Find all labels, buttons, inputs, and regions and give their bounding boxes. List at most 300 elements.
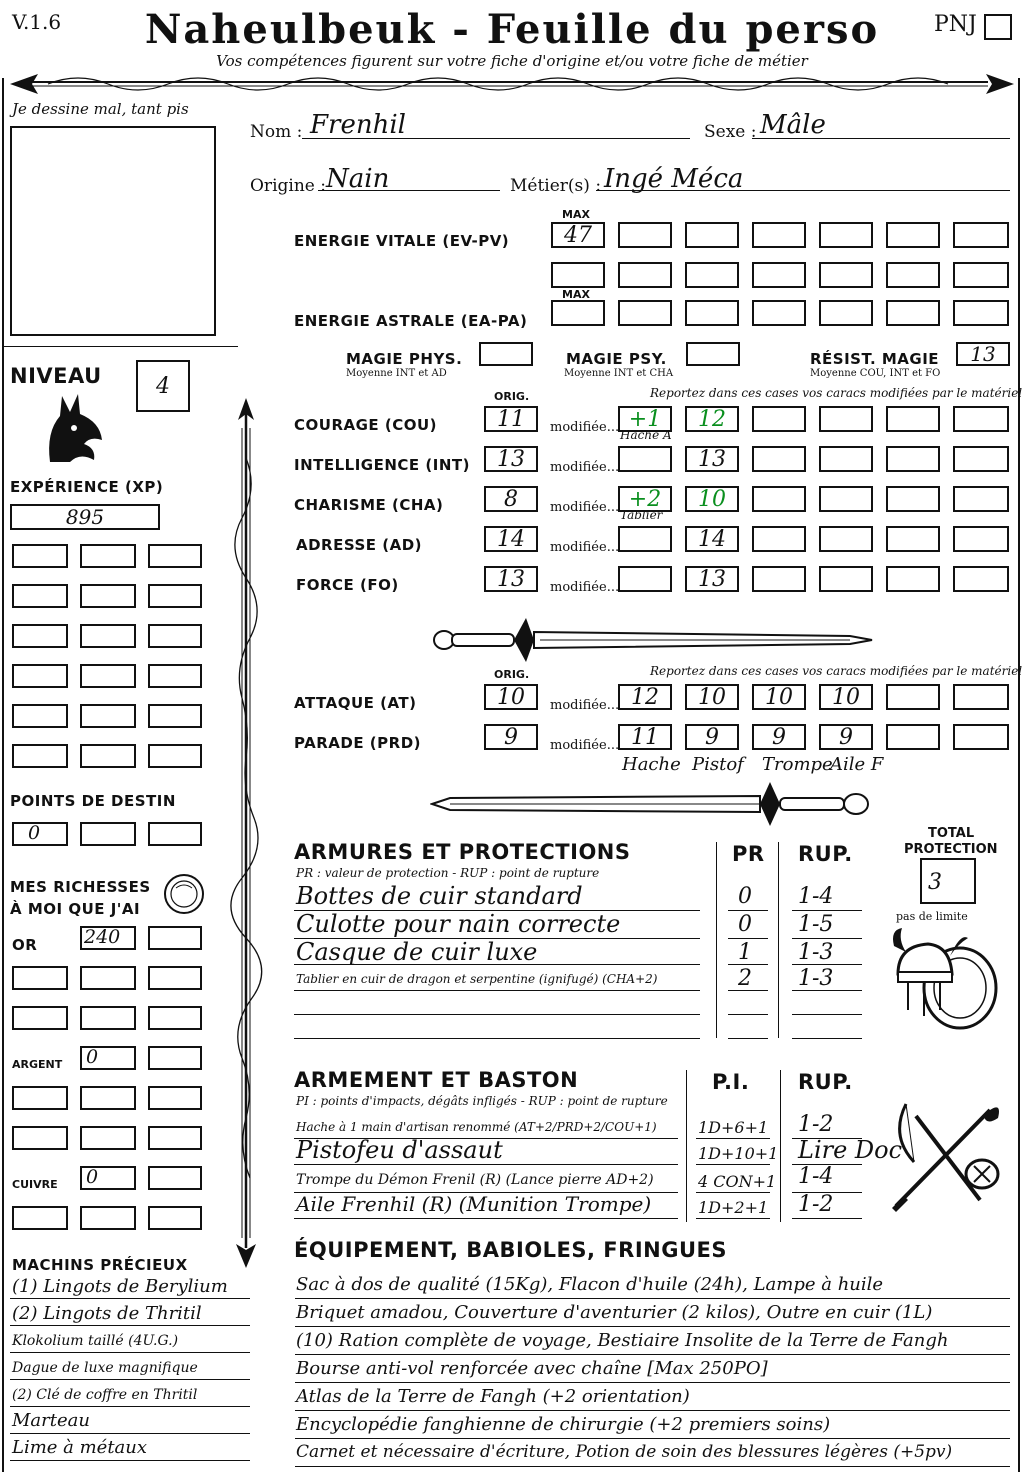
carac-orig-value: 8 (504, 486, 518, 512)
equipement-item: Briquet amadou, Couverture d'aventurier (2 kilos), Outre en cuir (1L) (296, 1302, 933, 1323)
xp-cell[interactable] (12, 664, 68, 688)
equipement-item: Bourse anti-vol renforcée avec chaîne [Max 250PO] (296, 1358, 768, 1379)
xp-cell[interactable] (80, 624, 136, 648)
equipement-line (295, 1298, 1010, 1299)
attaque-value: 10 (832, 684, 860, 710)
carac-final-value: 14 (698, 526, 726, 552)
armure-rup: 1-5 (798, 912, 834, 937)
argent-cell[interactable] (148, 1086, 202, 1110)
richesses-label: MES RICHESSES (10, 878, 151, 896)
carac-orig-box[interactable] (484, 446, 538, 472)
ea-max-box[interactable] (551, 300, 605, 326)
modif-label: modifiée... (550, 540, 620, 555)
carac-final-value: 13 (698, 566, 726, 592)
carac-cell[interactable] (819, 406, 873, 432)
equipement-item: Carnet et nécessaire d'écriture, Potion de soin des blessures légères (+5pv) (296, 1442, 953, 1462)
carac-label: INTELLIGENCE (INT) (294, 456, 470, 474)
parade-value-box[interactable] (752, 724, 806, 750)
or-cell[interactable] (148, 926, 202, 950)
armement-col-divider (780, 1070, 781, 1222)
helmet-shield-icon (888, 926, 1000, 1034)
armure-pr: 0 (738, 884, 752, 909)
arme-line (792, 1218, 862, 1219)
carac-final-value: 13 (698, 446, 726, 472)
machin-line (10, 1433, 250, 1434)
dragon-head-icon (40, 392, 106, 464)
origine-label: Origine : (250, 176, 326, 196)
carac-cell[interactable] (819, 566, 873, 592)
carac-final-box[interactable] (685, 406, 739, 432)
carac-bonus-value: +1 (628, 406, 662, 432)
carac-orig-box[interactable] (484, 486, 538, 512)
carac-cell[interactable] (886, 526, 940, 552)
armement-rup-label: RUP. (798, 1070, 853, 1094)
arme-rup: Lire Doc (798, 1136, 903, 1164)
argent-value: 0 (86, 1046, 99, 1068)
nom-line (302, 138, 690, 139)
machin-item: Klokolium taillé (4U.G.) (12, 1333, 179, 1349)
weapon-name: Pistof (692, 754, 744, 775)
parade-orig-value: 9 (504, 724, 518, 750)
xp-cell[interactable] (80, 544, 136, 568)
carac-final-box[interactable] (685, 566, 739, 592)
attaque-orig-value: 10 (497, 684, 525, 710)
machin-item: (2) Lingots de Thritil (12, 1303, 202, 1324)
machin-line (10, 1298, 250, 1299)
metier-line (596, 190, 1010, 191)
parade-cell[interactable] (886, 724, 940, 750)
ea-cell[interactable] (886, 300, 940, 326)
armure-name: Culotte pour nain correcte (296, 910, 621, 938)
crossed-weapons-icon (886, 1096, 1006, 1214)
or-cell[interactable] (12, 966, 68, 990)
carac-cell[interactable] (752, 486, 806, 512)
total-protection-note: pas de limite (896, 910, 968, 923)
modif-label: modifiée... (550, 698, 620, 713)
equipement-line (295, 1438, 1010, 1439)
arme-pi: 1D+10+1 (698, 1144, 779, 1163)
weapon-name: Trompe (762, 754, 833, 775)
origine-line (318, 190, 500, 191)
total-protection-label-2: PROTECTION (904, 842, 998, 857)
xp-cell[interactable] (12, 704, 68, 728)
or-label: OR (12, 936, 38, 954)
sword-icon (430, 612, 874, 668)
ev-max-box[interactable] (551, 222, 605, 248)
armement-sub: PI : points d'impacts, dégâts infligés - RUP : point de rupture (296, 1094, 668, 1108)
machins-label: MACHINS PRÉCIEUX (12, 1256, 188, 1274)
destin-cell[interactable] (148, 822, 202, 846)
origine-value[interactable]: Nain (326, 164, 390, 194)
machin-item: (1) Lingots de Berylium (12, 1276, 228, 1297)
armure-line (728, 938, 768, 939)
ev-cell[interactable] (551, 262, 605, 288)
argent-cell[interactable] (148, 1046, 202, 1070)
ev-cell[interactable] (886, 222, 940, 248)
arme-line (696, 1192, 770, 1193)
ea-cell[interactable] (752, 300, 806, 326)
ev-cell[interactable] (618, 262, 672, 288)
carac-cell[interactable] (752, 526, 806, 552)
machin-line (10, 1406, 250, 1407)
coin-icon (162, 872, 206, 916)
arme-name: Pistofeu d'assaut (296, 1136, 503, 1164)
parade-value: 9 (772, 724, 786, 750)
sexe-label: Sexe : (704, 122, 757, 142)
modif-label: modifiée... (550, 500, 620, 515)
armure-pr: 2 (738, 966, 752, 991)
carac-cell[interactable] (886, 486, 940, 512)
armure-rup: 1-4 (798, 884, 834, 909)
or-cell[interactable] (148, 966, 202, 990)
argent-cell[interactable] (80, 1126, 136, 1150)
orig-label: ORIG. (494, 390, 530, 403)
cuivre-label: CUIVRE (12, 1178, 58, 1191)
carac-final-value: 10 (698, 486, 726, 512)
argent-cell[interactable] (148, 1126, 202, 1150)
carac-label: FORCE (FO) (296, 576, 399, 594)
ev-cell[interactable] (752, 222, 806, 248)
xp-cell[interactable] (12, 584, 68, 608)
resist-magie-label: RÉSIST. MAGIE (810, 350, 940, 368)
resist-magie-value: 13 (970, 342, 996, 366)
armures-pr-label: PR (732, 842, 765, 866)
xp-cell[interactable] (80, 744, 136, 768)
or-cell[interactable] (80, 1006, 136, 1030)
carac-cell[interactable] (752, 406, 806, 432)
machin-item: Marteau (12, 1410, 90, 1431)
argent-label: ARGENT (12, 1058, 63, 1071)
carac-bonus-box[interactable] (618, 566, 672, 592)
argent-box[interactable] (80, 1046, 136, 1070)
or-value: 240 (84, 926, 121, 948)
ea-label: ENERGIE ASTRALE (EA-PA) (294, 312, 528, 330)
or-cell[interactable] (148, 1006, 202, 1030)
armure-line (728, 910, 768, 911)
combat-report-note: Reportez dans ces cases vos caracs modifiées par le matériel (650, 664, 1023, 678)
attaque-value-box[interactable] (685, 684, 739, 710)
carac-cell[interactable] (752, 446, 806, 472)
arme-rup: 1-2 (798, 1192, 834, 1217)
carac-cell[interactable] (819, 526, 873, 552)
parade-value-box[interactable] (618, 724, 672, 750)
carac-orig-value: 14 (497, 526, 525, 552)
ea-max-label: MAX (562, 288, 590, 301)
attaque-label: ATTAQUE (AT) (294, 694, 417, 712)
xp-cell[interactable] (148, 584, 202, 608)
arme-pi: 1D+6+1 (698, 1118, 769, 1137)
armure-line (728, 1014, 768, 1015)
carac-label: COURAGE (COU) (294, 416, 438, 434)
attaque-value-box[interactable] (618, 684, 672, 710)
arme-line (696, 1164, 770, 1165)
niveau-label: NIVEAU (10, 364, 102, 388)
experience-label: EXPÉRIENCE (XP) (10, 478, 164, 496)
armures-label: ARMURES ET PROTECTIONS (294, 840, 631, 864)
parade-value-box[interactable] (819, 724, 873, 750)
resist-magie-box[interactable] (956, 342, 1010, 366)
arme-rup: 1-4 (798, 1164, 834, 1189)
portrait-box[interactable] (10, 126, 216, 336)
carac-orig-value: 11 (497, 406, 525, 432)
ea-cell[interactable] (819, 300, 873, 326)
carac-final-value: 12 (698, 406, 726, 432)
destin-cell[interactable] (80, 822, 136, 846)
metier-value[interactable]: Ingé Méca (604, 164, 744, 194)
armure-pr: 1 (738, 940, 752, 965)
xp-cell[interactable] (80, 664, 136, 688)
weapon-name: Aile F (830, 754, 884, 775)
equipement-line (295, 1354, 1010, 1355)
carac-cell[interactable] (819, 486, 873, 512)
magie-psy-box[interactable] (686, 342, 740, 366)
ea-cell[interactable] (685, 300, 739, 326)
machin-line (10, 1352, 250, 1353)
xp-cell[interactable] (12, 544, 68, 568)
armure-name: Casque de cuir luxe (296, 938, 538, 966)
cuivre-box[interactable] (80, 1166, 136, 1190)
arme-line (294, 1218, 678, 1219)
resist-magie-sub: Moyenne COU, INT et FO (810, 368, 941, 379)
magie-phys-sub: Moyenne INT et AD (346, 368, 447, 379)
cuivre-cell[interactable] (148, 1166, 202, 1190)
parade-value: 9 (705, 724, 719, 750)
ev-cell[interactable] (685, 262, 739, 288)
attaque-orig-box[interactable] (484, 684, 538, 710)
arme-name: Aile Frenhil (R) (Munition Trompe) (296, 1192, 652, 1216)
magie-psy-sub: Moyenne INT et CHA (564, 368, 674, 379)
carac-cell[interactable] (752, 566, 806, 592)
magie-phys-box[interactable] (479, 342, 533, 366)
armure-line (728, 964, 768, 965)
attaque-value: 12 (631, 684, 659, 710)
xp-cell[interactable] (148, 624, 202, 648)
armure-line (728, 990, 768, 991)
cuivre-cell[interactable] (148, 1206, 202, 1230)
argent-cell[interactable] (12, 1086, 68, 1110)
destin-value: 0 (28, 822, 41, 844)
armement-pi-label: P.I. (712, 1070, 750, 1094)
armure-line (294, 990, 700, 991)
xp-cell[interactable] (148, 704, 202, 728)
parade-value: 9 (839, 724, 853, 750)
divider (4, 346, 238, 347)
magie-psy-label: MAGIE PSY. (566, 350, 667, 368)
ev-cell[interactable] (953, 222, 1009, 248)
armure-line (792, 938, 862, 939)
equipement-item: Sac à dos de qualité (15Kg), Flacon d'huile (24h), Lampe à huile (296, 1274, 884, 1295)
destin-label: POINTS DE DESTIN (10, 792, 176, 810)
sheet-subtitle: Vos compétences figurent sur votre fiche d'origine et/ou votre fiche de métier (216, 52, 808, 70)
carac-bonus-note: Tablier (620, 508, 663, 522)
xp-cell[interactable] (148, 744, 202, 768)
arme-name: Hache à 1 main d'artisan renommé (AT+2/PRD+2/COU+1) (296, 1120, 657, 1134)
sexe-value[interactable]: Mâle (760, 110, 826, 140)
parade-orig-box[interactable] (484, 724, 538, 750)
carac-bonus-box[interactable] (618, 526, 672, 552)
carac-orig-box[interactable] (484, 406, 538, 432)
arme-pi: 1D+2+1 (698, 1198, 769, 1217)
ev-cell[interactable] (819, 222, 873, 248)
armure-line (294, 964, 700, 965)
ev-cell[interactable] (752, 262, 806, 288)
equipement-item: Encyclopédie fanghienne de chirurgie (+2 premiers soins) (296, 1414, 831, 1435)
modif-label: modifiée... (550, 420, 620, 435)
attaque-cell[interactable] (886, 684, 940, 710)
carac-label: CHARISME (CHA) (294, 496, 444, 514)
arme-pi: 4 CON+1 (698, 1172, 777, 1191)
machin-item: (2) Clé de coffre en Thritil (12, 1387, 198, 1403)
armure-line (294, 1038, 700, 1039)
destin-box[interactable] (12, 822, 68, 846)
cuivre-cell[interactable] (12, 1206, 68, 1230)
attaque-cell[interactable] (953, 684, 1009, 710)
attaque-value-box[interactable] (819, 684, 873, 710)
armure-rup: 1-3 (798, 966, 834, 991)
armures-col-divider (778, 842, 779, 1038)
carac-label: ADRESSE (AD) (296, 536, 423, 554)
experience-value: 895 (65, 505, 105, 529)
armure-line (792, 910, 862, 911)
vertical-spear-icon (228, 398, 264, 1268)
cuivre-cell[interactable] (80, 1206, 136, 1230)
sexe-line (752, 138, 1010, 139)
equipement-item: Atlas de la Terre de Fangh (+2 orientation) (296, 1386, 690, 1407)
parade-label: PARADE (PRD) (294, 734, 422, 752)
carac-cell[interactable] (886, 566, 940, 592)
armure-line (792, 964, 862, 965)
argent-cell[interactable] (80, 1086, 136, 1110)
armement-label: ARMEMENT ET BASTON (294, 1068, 579, 1092)
ev-max-label: MAX (562, 208, 590, 221)
xp-cell[interactable] (148, 544, 202, 568)
xp-cell[interactable] (80, 584, 136, 608)
ev-cell[interactable] (618, 222, 672, 248)
argent-cell[interactable] (12, 1126, 68, 1150)
ev-label: ENERGIE VITALE (EV-PV) (294, 232, 510, 250)
equipement-line (295, 1466, 1010, 1467)
ev-cell[interactable] (819, 262, 873, 288)
armure-rup: 1-3 (798, 940, 834, 965)
nom-label: Nom : (250, 122, 303, 142)
total-protection-label: TOTAL (928, 826, 975, 841)
carac-cell[interactable] (953, 446, 1009, 472)
arme-line (294, 1164, 678, 1165)
carac-orig-box[interactable] (484, 566, 538, 592)
modif-label: modifiée... (550, 738, 620, 753)
weapon-name: Hache (622, 754, 681, 775)
carac-cell[interactable] (886, 406, 940, 432)
machin-line (10, 1460, 250, 1461)
arme-line (696, 1138, 770, 1139)
parade-value: 11 (631, 724, 659, 750)
report-note: Reportez dans ces cases vos caracs modifiées par le matériel (650, 386, 1023, 400)
metier-label: Métier(s) : (510, 176, 602, 196)
total-protection-value: 3 (928, 870, 942, 895)
pnj-checkbox[interactable] (984, 14, 1012, 40)
armure-pr: 0 (738, 912, 752, 937)
carac-cell[interactable] (953, 526, 1009, 552)
equipement-label: ÉQUIPEMENT, BABIOLES, FRINGUES (294, 1238, 727, 1262)
arme-line (696, 1218, 770, 1219)
armure-line (792, 990, 862, 991)
armement-col-divider (686, 1070, 687, 1222)
carac-cell[interactable] (953, 406, 1009, 432)
sheet-title: Naheulbeuk - Feuille du perso (144, 6, 880, 53)
pnj-label: PNJ (934, 12, 977, 37)
xp-cell[interactable] (12, 744, 68, 768)
attaque-value: 10 (698, 684, 726, 710)
niveau-box[interactable] (136, 360, 190, 412)
carac-bonus-note: Hache A (620, 428, 672, 442)
attaque-value: 10 (765, 684, 793, 710)
ev-cell[interactable] (953, 262, 1009, 288)
carac-cell[interactable] (886, 446, 940, 472)
parade-cell[interactable] (953, 724, 1009, 750)
carac-orig-box[interactable] (484, 526, 538, 552)
version-label: V.1.6 (12, 10, 62, 34)
modif-label: modifiée... (550, 460, 620, 475)
machin-line (10, 1325, 250, 1326)
combat-orig-label: ORIG. (494, 668, 530, 681)
niveau-value: 4 (156, 373, 170, 399)
armure-line (792, 1038, 862, 1039)
armure-name: Bottes de cuir standard (296, 882, 583, 910)
ea-cell[interactable] (618, 300, 672, 326)
ev-cell[interactable] (685, 222, 739, 248)
or-cell[interactable] (80, 966, 136, 990)
total-protection-box[interactable] (920, 858, 976, 904)
ev-cell[interactable] (886, 262, 940, 288)
carac-orig-value: 13 (497, 566, 525, 592)
carac-cell[interactable] (819, 446, 873, 472)
arme-name: Trompe du Démon Frenil (R) (Lance pierre AD+2) (296, 1172, 654, 1188)
armure-line (728, 1038, 768, 1039)
carac-final-box[interactable] (685, 486, 739, 512)
cuivre-value: 0 (86, 1166, 99, 1188)
carac-cell[interactable] (953, 486, 1009, 512)
carac-bonus-box[interactable] (618, 446, 672, 472)
armures-rup-label: RUP. (798, 842, 853, 866)
equipement-item: (10) Ration complète de voyage, Bestiaire Insolite de la Terre de Fangh (296, 1330, 949, 1351)
or-cell[interactable] (12, 1006, 68, 1030)
carac-bonus-value: +2 (628, 486, 662, 512)
modif-label: modifiée... (550, 580, 620, 595)
experience-box[interactable] (10, 504, 160, 530)
magie-phys-label: MAGIE PHYS. (346, 350, 463, 368)
xp-cell[interactable] (12, 624, 68, 648)
or-box[interactable] (80, 926, 136, 950)
nom-value[interactable]: Frenhil (310, 110, 406, 140)
carac-orig-value: 13 (497, 446, 525, 472)
arme-rup: 1-2 (798, 1112, 834, 1137)
equipement-line (295, 1326, 1010, 1327)
xp-cell[interactable] (148, 664, 202, 688)
portrait-caption: Je dessine mal, tant pis (12, 100, 189, 118)
sword-icon (430, 778, 874, 830)
armures-sub: PR : valeur de protection - RUP : point de rupture (296, 866, 600, 880)
parade-value-box[interactable] (685, 724, 739, 750)
armures-col-divider (716, 842, 717, 1038)
ea-cell[interactable] (953, 300, 1009, 326)
xp-cell[interactable] (80, 704, 136, 728)
carac-final-box[interactable] (685, 526, 739, 552)
carac-cell[interactable] (953, 566, 1009, 592)
machin-item: Lime à métaux (12, 1437, 148, 1458)
carac-final-box[interactable] (685, 446, 739, 472)
machin-item: Dague de luxe magnifique (12, 1360, 198, 1376)
attaque-value-box[interactable] (752, 684, 806, 710)
